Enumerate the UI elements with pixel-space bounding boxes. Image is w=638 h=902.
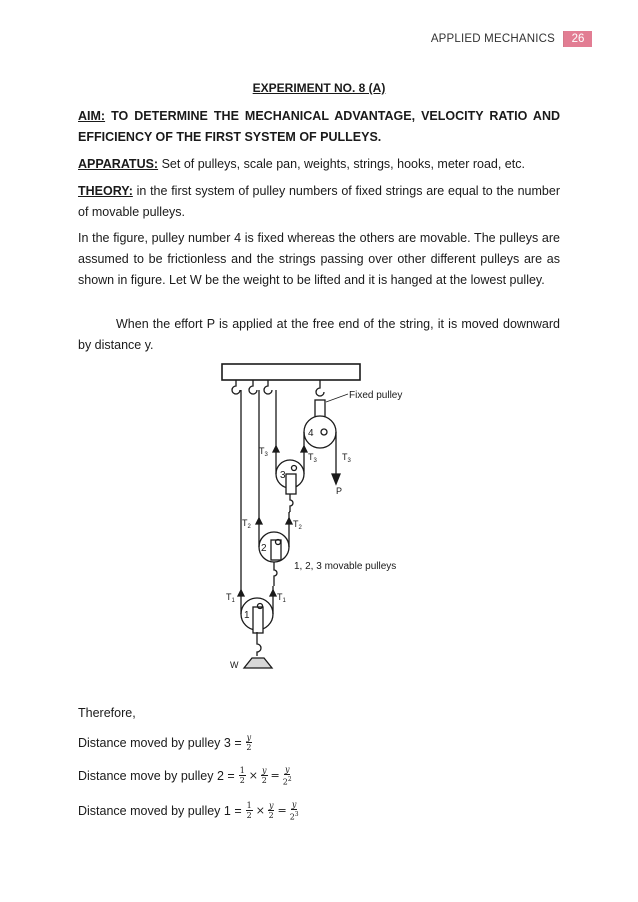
t2-label-right: $T_2$ [293, 519, 302, 531]
theory-paragraph [78, 181, 560, 223]
equation-2-text: Distance move by pulley 2 = [78, 768, 235, 783]
pulley-3-number: 3 [280, 470, 286, 481]
aim-paragraph [78, 106, 560, 148]
weight-label: W [230, 660, 239, 670]
pulley-4-number: 4 [308, 428, 314, 439]
header-title: APPLIED MECHANICS [431, 31, 564, 47]
ceiling-beam [222, 364, 360, 380]
therefore-text: Therefore, [78, 706, 136, 720]
effort-paragraph: When the effort P is applied at the free end of the string, it is moved downward by distance y. [78, 317, 560, 352]
effort-label: P [336, 486, 343, 496]
apparatus-paragraph [78, 154, 560, 175]
apparatus-label: APPARATUS: [78, 157, 159, 171]
page-number-badge: 26 [564, 31, 592, 47]
equation-1-text: Distance moved by pulley 1 = [78, 803, 242, 818]
movable-pulleys-label: 1, 2, 3 movable pulleys [294, 561, 397, 572]
t2-label-left: $T_2$ [242, 518, 251, 530]
description-paragraph: In the figure, pulley number 4 is fixed whereas the others are movable. The pulleys are assumed to be frictionless and the strings passing over other different pulleys are as shown in figure. Let W be the weight to be lifted and it is hanged at the lowest pulley. [78, 231, 560, 287]
weight-block [244, 658, 272, 668]
fixed-pulley-label: Fixed pulley [349, 390, 403, 401]
apparatus-text: Set of pulleys, scale pan, weights, strings, hooks, meter road, etc. [161, 157, 525, 171]
aim-text: TO DETERMINE THE MECHANICAL ADVANTAGE, VELOCITY RATIO AND EFFICIENCY OF THE FIRST SYSTEM OF PULLEYS. [78, 109, 560, 144]
page-header [431, 31, 592, 47]
aim-label: AIM: [78, 109, 106, 123]
equation-pulley-1: Distance moved by pulley 1 = $\frac{1}{2}$ × $\frac{y}{2}$ = $\frac{y}{2^3}$ [78, 800, 299, 822]
pulley-1-number: 1 [244, 610, 250, 621]
equation-pulley-3 [78, 733, 253, 752]
fraction-y-over-2: $\frac{y}{2}$ [246, 733, 252, 752]
theory-label: THEORY: [78, 184, 133, 198]
pulley-2-number: 2 [261, 543, 267, 554]
t1-label-right: $T_1$ [277, 592, 286, 604]
pulley-system-figure [200, 362, 440, 687]
t1-label-left: $T_1$ [226, 592, 235, 604]
equation-3-text: Distance moved by pulley 3 = [78, 735, 242, 750]
t3-label-left: $T_3$ [259, 446, 268, 458]
t3-label-mid: $T_3$ [308, 452, 317, 464]
theory-text: in the first system of pulley numbers of fixed strings are equal to the number of movable pulleys. [78, 184, 560, 219]
equation-pulley-2: Distance move by pulley 2 = $\frac{1}{2}$ × $\frac{y}{2}$ = $\frac{y}{2^2}$ [78, 765, 292, 787]
experiment-title: EXPERIMENT NO. 8 (A) [252, 81, 386, 95]
t3-label-right: $T_3$ [342, 452, 351, 464]
